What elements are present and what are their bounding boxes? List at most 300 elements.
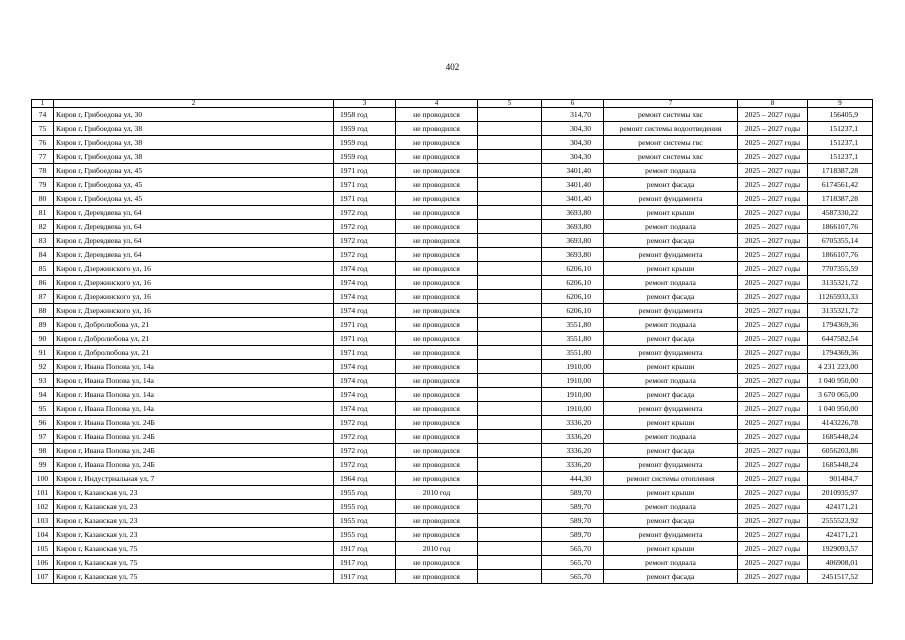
work-type-cell: ремонт подвала <box>604 318 738 332</box>
build-year-cell: 1971 год <box>334 346 396 360</box>
work-type-cell: ремонт системы отопления <box>604 472 738 486</box>
page-number: 402 <box>445 62 460 72</box>
header-cell: 5 <box>478 100 542 108</box>
address-cell: Киров г, Добролюбова ул, 21 <box>54 332 334 346</box>
cost-cell: 3135321,72 <box>808 304 873 318</box>
cost-cell: 1685448,24 <box>808 430 873 444</box>
table-row <box>32 108 873 122</box>
col5-cell <box>478 276 542 290</box>
row-number-cell: 92 <box>32 360 54 374</box>
cost-cell: 424171,21 <box>808 500 873 514</box>
address-cell: Киров г, Грибоедова ул, 38 <box>54 122 334 136</box>
table-row <box>32 318 873 332</box>
row-number-cell: 74 <box>32 108 54 122</box>
period-cell: 2025 – 2027 годы <box>738 416 808 430</box>
area-cell: 3401,40 <box>542 178 604 192</box>
last-repair-cell: не проводился <box>396 262 478 276</box>
period-cell: 2025 – 2027 годы <box>738 178 808 192</box>
area-cell: 6206,10 <box>542 276 604 290</box>
last-repair-cell: 2010 год <box>396 542 478 556</box>
period-cell: 2025 – 2027 годы <box>738 472 808 486</box>
build-year-cell: 1974 год <box>334 290 396 304</box>
build-year-cell: 1974 год <box>334 262 396 276</box>
build-year-cell: 1955 год <box>334 528 396 542</box>
area-cell: 1910,00 <box>542 388 604 402</box>
last-repair-cell: не проводился <box>396 514 478 528</box>
row-number-cell: 99 <box>32 458 54 472</box>
last-repair-cell: не проводился <box>396 374 478 388</box>
col5-cell <box>478 332 542 346</box>
header-cell: 8 <box>738 100 808 108</box>
cost-cell: 3135321,72 <box>808 276 873 290</box>
cost-cell: 6705355,14 <box>808 234 873 248</box>
address-cell: Киров г, Ивана Попова ул, 24Б <box>54 458 334 472</box>
col5-cell <box>478 262 542 276</box>
address-cell: Киров г, Казанская ул, 75 <box>54 542 334 556</box>
area-cell: 6206,10 <box>542 290 604 304</box>
work-type-cell: ремонт подвала <box>604 374 738 388</box>
period-cell: 2025 – 2027 годы <box>738 290 808 304</box>
row-number-cell: 102 <box>32 500 54 514</box>
address-cell: Киров г, Грибоедова ул, 30 <box>54 108 334 122</box>
work-type-cell: ремонт крыши <box>604 486 738 500</box>
row-number-cell: 75 <box>32 122 54 136</box>
address-cell: Киров г, Дзержинского ул, 16 <box>54 290 334 304</box>
cost-cell: 1866107,76 <box>808 220 873 234</box>
period-cell: 2025 – 2027 годы <box>738 388 808 402</box>
last-repair-cell: не проводился <box>396 304 478 318</box>
cost-cell: 7707355,59 <box>808 262 873 276</box>
build-year-cell: 1917 год <box>334 570 396 584</box>
table-row <box>32 458 873 472</box>
area-cell: 1910,00 <box>542 374 604 388</box>
work-type-cell: ремонт фасада <box>604 178 738 192</box>
header-cell: 6 <box>542 100 604 108</box>
last-repair-cell: не проводился <box>396 108 478 122</box>
build-year-cell: 1971 год <box>334 332 396 346</box>
cost-cell: 1 040 950,00 <box>808 402 873 416</box>
table-row <box>32 192 873 206</box>
build-year-cell: 1959 год <box>334 122 396 136</box>
table-row <box>32 206 873 220</box>
area-cell: 304,30 <box>542 122 604 136</box>
address-cell: Киров г, Ивана Попова ул, 14а <box>54 402 334 416</box>
area-cell: 589,70 <box>542 486 604 500</box>
col5-cell <box>478 108 542 122</box>
table-row <box>32 388 873 402</box>
period-cell: 2025 – 2027 годы <box>738 430 808 444</box>
last-repair-cell: не проводился <box>396 234 478 248</box>
last-repair-cell: не проводился <box>396 248 478 262</box>
table-row <box>32 430 873 444</box>
last-repair-cell: не проводился <box>396 136 478 150</box>
build-year-cell: 1972 год <box>334 416 396 430</box>
address-cell: Киров г, Казанская ул, 23 <box>54 528 334 542</box>
address-cell: Киров г, Казанская ул, 23 <box>54 500 334 514</box>
col5-cell <box>478 570 542 584</box>
col5-cell <box>478 248 542 262</box>
table-row <box>32 220 873 234</box>
row-number-cell: 87 <box>32 290 54 304</box>
address-cell: Киров г, Деревдяева ул, 64 <box>54 206 334 220</box>
period-cell: 2025 – 2027 годы <box>738 500 808 514</box>
cost-cell: 156405,9 <box>808 108 873 122</box>
area-cell: 589,70 <box>542 500 604 514</box>
work-type-cell: ремонт фундамента <box>604 402 738 416</box>
last-repair-cell: не проводился <box>396 472 478 486</box>
work-type-cell: ремонт подвала <box>604 430 738 444</box>
cost-cell: 3 670 065,00 <box>808 388 873 402</box>
table-row <box>32 276 873 290</box>
address-cell: Киров г, Казанская ул, 23 <box>54 514 334 528</box>
row-number-cell: 85 <box>32 262 54 276</box>
work-type-cell: ремонт фасада <box>604 444 738 458</box>
work-type-cell: ремонт подвала <box>604 164 738 178</box>
period-cell: 2025 – 2027 годы <box>738 570 808 584</box>
col5-cell <box>478 528 542 542</box>
period-cell: 2025 – 2027 годы <box>738 234 808 248</box>
col5-cell <box>478 472 542 486</box>
table-row <box>32 556 873 570</box>
work-type-cell: ремонт фасада <box>604 514 738 528</box>
table-row <box>32 136 873 150</box>
area-cell: 3551,80 <box>542 346 604 360</box>
table-row <box>32 570 873 584</box>
work-type-cell: ремонт фасада <box>604 234 738 248</box>
last-repair-cell: не проводился <box>396 430 478 444</box>
area-cell: 3401,40 <box>542 164 604 178</box>
table-row <box>32 374 873 388</box>
last-repair-cell: не проводился <box>396 388 478 402</box>
last-repair-cell: не проводился <box>396 528 478 542</box>
col5-cell <box>478 556 542 570</box>
build-year-cell: 1971 год <box>334 192 396 206</box>
work-type-cell: ремонт системы водоотведения <box>604 122 738 136</box>
build-year-cell: 1974 год <box>334 402 396 416</box>
work-type-cell: ремонт системы хвс <box>604 108 738 122</box>
work-type-cell: ремонт фундамента <box>604 346 738 360</box>
col5-cell <box>478 150 542 164</box>
cost-cell: 1685448,24 <box>808 458 873 472</box>
col5-cell <box>478 178 542 192</box>
col5-cell <box>478 360 542 374</box>
row-number-cell: 83 <box>32 234 54 248</box>
cost-cell: 1929093,57 <box>808 542 873 556</box>
row-number-cell: 93 <box>32 374 54 388</box>
last-repair-cell: не проводился <box>396 318 478 332</box>
period-cell: 2025 – 2027 годы <box>738 528 808 542</box>
area-cell: 304,30 <box>542 150 604 164</box>
row-number-cell: 76 <box>32 136 54 150</box>
area-cell: 3401,40 <box>542 192 604 206</box>
build-year-cell: 1955 год <box>334 514 396 528</box>
work-type-cell: ремонт крыши <box>604 542 738 556</box>
address-cell: Киров г, Дзержинского ул, 16 <box>54 262 334 276</box>
row-number-cell: 86 <box>32 276 54 290</box>
last-repair-cell: не проводился <box>396 220 478 234</box>
build-year-cell: 1959 год <box>334 136 396 150</box>
table-row <box>32 234 873 248</box>
period-cell: 2025 – 2027 годы <box>738 444 808 458</box>
col5-cell <box>478 206 542 220</box>
build-year-cell: 1917 год <box>334 556 396 570</box>
period-cell: 2025 – 2027 годы <box>738 346 808 360</box>
last-repair-cell: не проводился <box>396 206 478 220</box>
col5-cell <box>478 500 542 514</box>
period-cell: 2025 – 2027 годы <box>738 220 808 234</box>
cost-cell: 4143226,78 <box>808 416 873 430</box>
period-cell: 2025 – 2027 годы <box>738 458 808 472</box>
last-repair-cell: 2010 год <box>396 486 478 500</box>
period-cell: 2025 – 2027 годы <box>738 136 808 150</box>
last-repair-cell: не проводился <box>396 570 478 584</box>
row-number-cell: 77 <box>32 150 54 164</box>
last-repair-cell: не проводился <box>396 178 478 192</box>
cost-cell: 6447582,54 <box>808 332 873 346</box>
period-cell: 2025 – 2027 годы <box>738 108 808 122</box>
col5-cell <box>478 346 542 360</box>
work-type-cell: ремонт фундамента <box>604 248 738 262</box>
address-cell: Киров г, Индустриальная ул, 7 <box>54 472 334 486</box>
col5-cell <box>478 304 542 318</box>
period-cell: 2025 – 2027 годы <box>738 192 808 206</box>
cost-cell: 1 040 950,00 <box>808 374 873 388</box>
area-cell: 1910,00 <box>542 402 604 416</box>
row-number-cell: 79 <box>32 178 54 192</box>
work-type-cell: ремонт подвала <box>604 556 738 570</box>
period-cell: 2025 – 2027 годы <box>738 150 808 164</box>
address-cell: Киров г, Добролюбова ул, 21 <box>54 346 334 360</box>
last-repair-cell: не проводился <box>396 150 478 164</box>
work-type-cell: ремонт фасада <box>604 570 738 584</box>
area-cell: 444,30 <box>542 472 604 486</box>
table-row <box>32 528 873 542</box>
cost-cell: 151237,1 <box>808 136 873 150</box>
last-repair-cell: не проводился <box>396 276 478 290</box>
address-cell: Киров г, Казанская ул, 75 <box>54 556 334 570</box>
cost-cell: 1718387,28 <box>808 192 873 206</box>
col5-cell <box>478 542 542 556</box>
period-cell: 2025 – 2027 годы <box>738 556 808 570</box>
table-row <box>32 360 873 374</box>
period-cell: 2025 – 2027 годы <box>738 164 808 178</box>
row-number-cell: 94 <box>32 388 54 402</box>
row-number-cell: 98 <box>32 444 54 458</box>
col5-cell <box>478 192 542 206</box>
col5-cell <box>478 444 542 458</box>
work-type-cell: ремонт подвала <box>604 276 738 290</box>
period-cell: 2025 – 2027 годы <box>738 360 808 374</box>
period-cell: 2025 – 2027 годы <box>738 402 808 416</box>
address-cell: Киров г, Казанская ул, 23 <box>54 486 334 500</box>
build-year-cell: 1974 год <box>334 388 396 402</box>
area-cell: 3693,80 <box>542 248 604 262</box>
row-number-cell: 100 <box>32 472 54 486</box>
area-cell: 1910,00 <box>542 360 604 374</box>
row-number-cell: 107 <box>32 570 54 584</box>
row-number-cell: 101 <box>32 486 54 500</box>
address-cell: Киров г, Деревдяева ул, 64 <box>54 234 334 248</box>
build-year-cell: 1959 год <box>334 150 396 164</box>
cost-cell: 901484,7 <box>808 472 873 486</box>
col5-cell <box>478 290 542 304</box>
column-number-row <box>32 100 873 108</box>
cost-cell: 4 231 223,00 <box>808 360 873 374</box>
row-number-cell: 105 <box>32 542 54 556</box>
build-year-cell: 1972 год <box>334 234 396 248</box>
build-year-cell: 1972 год <box>334 458 396 472</box>
build-year-cell: 1971 год <box>334 164 396 178</box>
build-year-cell: 1972 год <box>334 248 396 262</box>
address-cell: Киров г, Казанская ул, 75 <box>54 570 334 584</box>
cost-cell: 151237,1 <box>808 122 873 136</box>
col5-cell <box>478 430 542 444</box>
header-cell: 7 <box>604 100 738 108</box>
address-cell: Киров г, Ивана Попова ул, 14а <box>54 374 334 388</box>
table-row <box>32 514 873 528</box>
work-type-cell: ремонт подвала <box>604 220 738 234</box>
table-row <box>32 332 873 346</box>
build-year-cell: 1955 год <box>334 500 396 514</box>
last-repair-cell: не проводился <box>396 360 478 374</box>
row-number-cell: 95 <box>32 402 54 416</box>
cost-cell: 2555523,92 <box>808 514 873 528</box>
work-type-cell: ремонт фундамента <box>604 528 738 542</box>
address-cell: Киров г, Добролюбова ул, 21 <box>54 318 334 332</box>
build-year-cell: 1974 год <box>334 374 396 388</box>
table-row <box>32 444 873 458</box>
period-cell: 2025 – 2027 годы <box>738 332 808 346</box>
build-year-cell: 1964 год <box>334 472 396 486</box>
address-cell: Киров г. Ивана Попова ул. 24Б <box>54 416 334 430</box>
col5-cell <box>478 136 542 150</box>
cost-cell: 424171,21 <box>808 528 873 542</box>
cost-cell: 1866107,76 <box>808 248 873 262</box>
work-type-cell: ремонт фасада <box>604 332 738 346</box>
address-cell: Киров г, Грибоедова ул, 45 <box>54 164 334 178</box>
address-cell: Киров г, Грибоедова ул, 45 <box>54 192 334 206</box>
area-cell: 565,70 <box>542 556 604 570</box>
address-cell: Киров г, Грибоедова ул, 38 <box>54 150 334 164</box>
col5-cell <box>478 514 542 528</box>
cost-cell: 151237,1 <box>808 150 873 164</box>
table-row <box>32 542 873 556</box>
table-row <box>32 290 873 304</box>
last-repair-cell: не проводился <box>396 402 478 416</box>
last-repair-cell: не проводился <box>396 458 478 472</box>
table-row <box>32 248 873 262</box>
work-type-cell: ремонт фундамента <box>604 458 738 472</box>
work-type-cell: ремонт системы хвс <box>604 150 738 164</box>
last-repair-cell: не проводился <box>396 290 478 304</box>
col5-cell <box>478 122 542 136</box>
build-year-cell: 1974 год <box>334 304 396 318</box>
last-repair-cell: не проводился <box>396 164 478 178</box>
table-row <box>32 416 873 430</box>
work-type-cell: ремонт крыши <box>604 206 738 220</box>
area-cell: 589,70 <box>542 528 604 542</box>
cost-cell: 406908,01 <box>808 556 873 570</box>
row-number-cell: 84 <box>32 248 54 262</box>
area-cell: 589,70 <box>542 514 604 528</box>
build-year-cell: 1974 год <box>334 360 396 374</box>
area-cell: 3551,80 <box>542 332 604 346</box>
work-type-cell: ремонт крыши <box>604 416 738 430</box>
area-cell: 3336,20 <box>542 416 604 430</box>
area-cell: 565,70 <box>542 542 604 556</box>
work-type-cell: ремонт фундамента <box>604 192 738 206</box>
repair-program-table <box>31 99 873 584</box>
work-type-cell: ремонт фасада <box>604 388 738 402</box>
build-year-cell: 1917 год <box>334 542 396 556</box>
row-number-cell: 78 <box>32 164 54 178</box>
work-type-cell: ремонт системы гвс <box>604 136 738 150</box>
cost-cell: 2010935,97 <box>808 486 873 500</box>
table-row <box>32 178 873 192</box>
build-year-cell: 1972 год <box>334 430 396 444</box>
area-cell: 3336,20 <box>542 430 604 444</box>
table-row <box>32 122 873 136</box>
table-row <box>32 346 873 360</box>
build-year-cell: 1972 год <box>334 206 396 220</box>
row-number-cell: 103 <box>32 514 54 528</box>
area-cell: 6206,10 <box>542 304 604 318</box>
address-cell: Киров г, Дзержинского ул, 16 <box>54 304 334 318</box>
last-repair-cell: не проводился <box>396 556 478 570</box>
work-type-cell: ремонт крыши <box>604 262 738 276</box>
last-repair-cell: не проводился <box>396 192 478 206</box>
area-cell: 3336,20 <box>542 444 604 458</box>
period-cell: 2025 – 2027 годы <box>738 276 808 290</box>
address-cell: Киров г, Деревдяева ул, 64 <box>54 248 334 262</box>
work-type-cell: ремонт фундамента <box>604 304 738 318</box>
header-cell: 1 <box>32 100 54 108</box>
cost-cell: 4587330,22 <box>808 206 873 220</box>
build-year-cell: 1971 год <box>334 318 396 332</box>
address-cell: Киров г, Ивана Попова ул, 24Б <box>54 444 334 458</box>
cost-cell: 6174561,42 <box>808 178 873 192</box>
table-row <box>32 402 873 416</box>
build-year-cell: 1972 год <box>334 444 396 458</box>
build-year-cell: 1974 год <box>334 276 396 290</box>
area-cell: 6206,10 <box>542 262 604 276</box>
address-cell: Киров г, Дзержинского ул, 16 <box>54 276 334 290</box>
build-year-cell: 1971 год <box>334 178 396 192</box>
address-cell: Киров г, Ивана Попова ул, 14а <box>54 360 334 374</box>
cost-cell: 1794369,36 <box>808 318 873 332</box>
table-row <box>32 500 873 514</box>
row-number-cell: 89 <box>32 318 54 332</box>
col5-cell <box>478 234 542 248</box>
address-cell: Киров г, Грибоедова ул, 38 <box>54 136 334 150</box>
col5-cell <box>478 374 542 388</box>
period-cell: 2025 – 2027 годы <box>738 122 808 136</box>
cost-cell: 2451517,52 <box>808 570 873 584</box>
row-number-cell: 88 <box>32 304 54 318</box>
period-cell: 2025 – 2027 годы <box>738 206 808 220</box>
area-cell: 3693,80 <box>542 220 604 234</box>
col5-cell <box>478 458 542 472</box>
period-cell: 2025 – 2027 годы <box>738 304 808 318</box>
cost-cell: 1794369,36 <box>808 346 873 360</box>
row-number-cell: 104 <box>32 528 54 542</box>
last-repair-cell: не проводился <box>396 332 478 346</box>
last-repair-cell: не проводился <box>396 444 478 458</box>
col5-cell <box>478 220 542 234</box>
table-row <box>32 472 873 486</box>
header-cell: 4 <box>396 100 478 108</box>
table-row <box>32 164 873 178</box>
